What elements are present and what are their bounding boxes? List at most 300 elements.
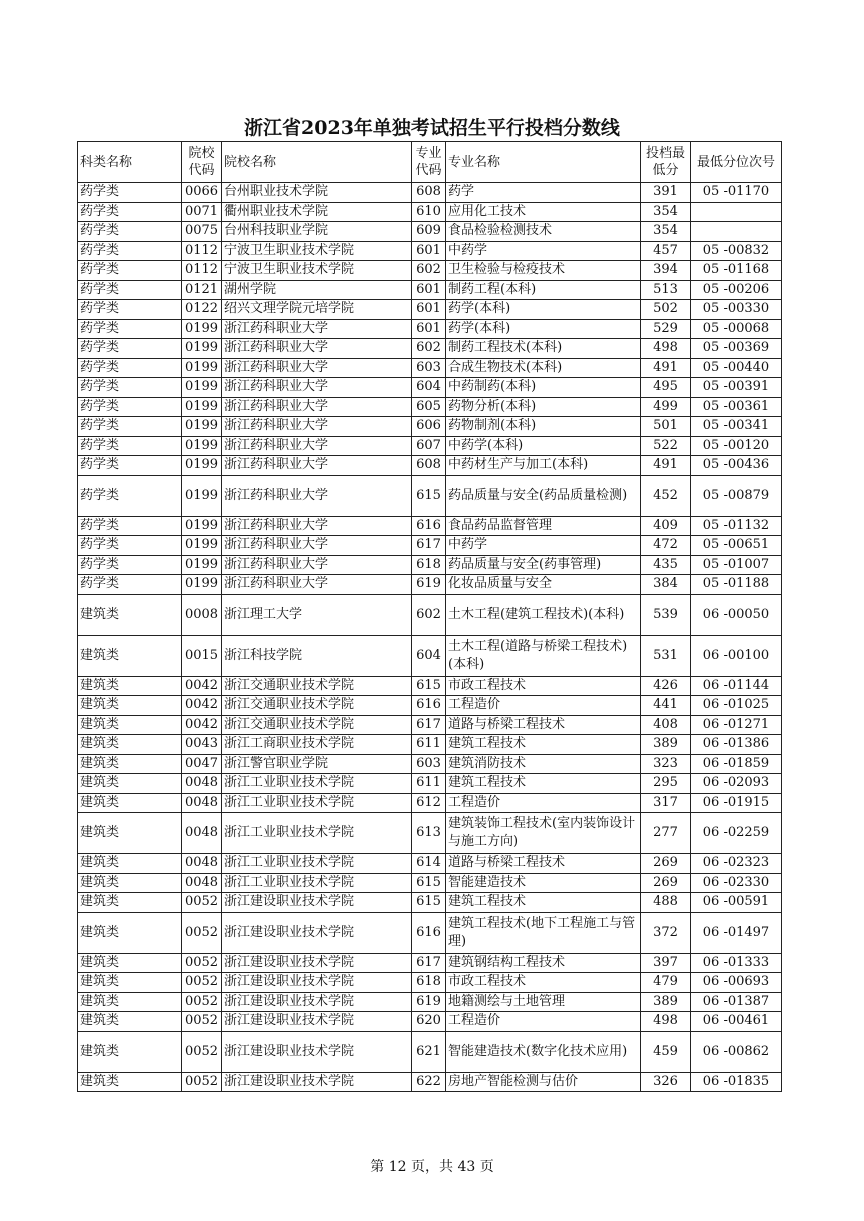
min-score-cell: 326 bbox=[641, 1072, 691, 1092]
category-cell: 药学类 bbox=[78, 555, 182, 575]
category-cell: 建筑类 bbox=[78, 715, 182, 735]
min-rank-cell: 05 -00341 bbox=[691, 417, 782, 437]
major-code-cell: 603 bbox=[412, 754, 446, 774]
school-name-cell: 台州科技职业学院 bbox=[222, 222, 412, 242]
school-name-cell: 浙江建设职业技术学院 bbox=[222, 1031, 412, 1072]
school-name-cell: 浙江建设职业技术学院 bbox=[222, 1012, 412, 1032]
table-row bbox=[78, 516, 782, 536]
major-code-cell: 611 bbox=[412, 774, 446, 794]
school-code-cell: 0199 bbox=[182, 319, 222, 339]
school-name-cell: 浙江药科职业大学 bbox=[222, 339, 412, 359]
header-major-code: 专业代码 bbox=[412, 142, 446, 183]
school-code-cell: 0042 bbox=[182, 676, 222, 696]
table-row bbox=[78, 953, 782, 973]
table-row bbox=[78, 696, 782, 716]
school-name-cell: 浙江药科职业大学 bbox=[222, 536, 412, 556]
min-rank-cell: 06 -02259 bbox=[691, 813, 782, 854]
table-row bbox=[78, 475, 782, 516]
table-row bbox=[78, 676, 782, 696]
major-code-cell: 616 bbox=[412, 516, 446, 536]
table-row bbox=[78, 973, 782, 993]
school-code-cell: 0199 bbox=[182, 436, 222, 456]
table-row bbox=[78, 1072, 782, 1092]
category-cell: 建筑类 bbox=[78, 1012, 182, 1032]
major-name-cell: 药学(本科) bbox=[446, 300, 641, 320]
school-code-cell: 0052 bbox=[182, 992, 222, 1012]
major-code-cell: 604 bbox=[412, 635, 446, 676]
min-rank-cell: 06 -01333 bbox=[691, 953, 782, 973]
school-name-cell: 浙江工商职业技术学院 bbox=[222, 735, 412, 755]
min-rank-cell: 05 -00361 bbox=[691, 397, 782, 417]
min-score-cell: 529 bbox=[641, 319, 691, 339]
table-row bbox=[78, 774, 782, 794]
min-score-cell: 354 bbox=[641, 202, 691, 222]
major-code-cell: 617 bbox=[412, 953, 446, 973]
school-code-cell: 0199 bbox=[182, 555, 222, 575]
table-row bbox=[78, 992, 782, 1012]
min-score-cell: 269 bbox=[641, 873, 691, 893]
category-cell: 药学类 bbox=[78, 261, 182, 281]
school-name-cell: 浙江建设职业技术学院 bbox=[222, 912, 412, 953]
school-name-cell: 浙江药科职业大学 bbox=[222, 417, 412, 437]
school-name-cell: 浙江建设职业技术学院 bbox=[222, 893, 412, 913]
major-code-cell: 615 bbox=[412, 676, 446, 696]
major-code-cell: 602 bbox=[412, 594, 446, 635]
category-cell: 药学类 bbox=[78, 358, 182, 378]
school-code-cell: 0121 bbox=[182, 280, 222, 300]
school-code-cell: 0112 bbox=[182, 241, 222, 261]
major-name-cell: 食品药品监督管理 bbox=[446, 516, 641, 536]
major-name-cell: 建筑消防技术 bbox=[446, 754, 641, 774]
major-code-cell: 611 bbox=[412, 735, 446, 755]
min-score-cell: 513 bbox=[641, 280, 691, 300]
category-cell: 药学类 bbox=[78, 241, 182, 261]
min-rank-cell: 05 -00068 bbox=[691, 319, 782, 339]
school-code-cell: 0052 bbox=[182, 1072, 222, 1092]
min-score-cell: 391 bbox=[641, 183, 691, 203]
school-name-cell: 浙江理工大学 bbox=[222, 594, 412, 635]
school-name-cell: 绍兴文理学院元培学院 bbox=[222, 300, 412, 320]
min-score-cell: 269 bbox=[641, 854, 691, 874]
min-rank-cell: 06 -00591 bbox=[691, 893, 782, 913]
category-cell: 建筑类 bbox=[78, 1072, 182, 1092]
min-score-cell: 502 bbox=[641, 300, 691, 320]
school-name-cell: 浙江工业职业技术学院 bbox=[222, 854, 412, 874]
major-code-cell: 604 bbox=[412, 378, 446, 398]
min-rank-cell: 06 -02093 bbox=[691, 774, 782, 794]
table-row bbox=[78, 912, 782, 953]
min-rank-cell: 05 -00120 bbox=[691, 436, 782, 456]
major-name-cell: 建筑工程技术(地下工程施工与管理) bbox=[446, 912, 641, 953]
category-cell: 建筑类 bbox=[78, 696, 182, 716]
school-code-cell: 0042 bbox=[182, 696, 222, 716]
major-name-cell: 药学(本科) bbox=[446, 319, 641, 339]
major-name-cell: 应用化工技术 bbox=[446, 202, 641, 222]
min-rank-cell: 05 -00330 bbox=[691, 300, 782, 320]
min-score-cell: 522 bbox=[641, 436, 691, 456]
major-code-cell: 605 bbox=[412, 397, 446, 417]
min-rank-cell: 06 -01835 bbox=[691, 1072, 782, 1092]
min-rank-cell: 05 -00436 bbox=[691, 456, 782, 476]
major-name-cell: 市政工程技术 bbox=[446, 676, 641, 696]
school-name-cell: 宁波卫生职业技术学院 bbox=[222, 241, 412, 261]
min-score-cell: 372 bbox=[641, 912, 691, 953]
school-name-cell: 浙江药科职业大学 bbox=[222, 555, 412, 575]
school-code-cell: 0008 bbox=[182, 594, 222, 635]
major-name-cell: 制药工程(本科) bbox=[446, 280, 641, 300]
table-row bbox=[78, 854, 782, 874]
category-cell: 建筑类 bbox=[78, 774, 182, 794]
min-rank-cell: 06 -01144 bbox=[691, 676, 782, 696]
school-name-cell: 浙江建设职业技术学院 bbox=[222, 1072, 412, 1092]
category-cell: 药学类 bbox=[78, 202, 182, 222]
school-code-cell: 0048 bbox=[182, 854, 222, 874]
school-code-cell: 0052 bbox=[182, 973, 222, 993]
min-rank-cell: 06 -01915 bbox=[691, 793, 782, 813]
major-code-cell: 601 bbox=[412, 300, 446, 320]
major-name-cell: 中药学(本科) bbox=[446, 436, 641, 456]
major-name-cell: 药物制剂(本科) bbox=[446, 417, 641, 437]
school-name-cell: 浙江建设职业技术学院 bbox=[222, 992, 412, 1012]
major-code-cell: 615 bbox=[412, 873, 446, 893]
table-row bbox=[78, 339, 782, 359]
table-row bbox=[78, 358, 782, 378]
table-row bbox=[78, 536, 782, 556]
category-cell: 药学类 bbox=[78, 456, 182, 476]
table-row bbox=[78, 319, 782, 339]
school-name-cell: 浙江工业职业技术学院 bbox=[222, 793, 412, 813]
school-code-cell: 0066 bbox=[182, 183, 222, 203]
major-code-cell: 617 bbox=[412, 715, 446, 735]
category-cell: 药学类 bbox=[78, 222, 182, 242]
category-cell: 药学类 bbox=[78, 516, 182, 536]
major-name-cell: 药物分析(本科) bbox=[446, 397, 641, 417]
major-name-cell: 中药制药(本科) bbox=[446, 378, 641, 398]
school-code-cell: 0042 bbox=[182, 715, 222, 735]
table-row bbox=[78, 300, 782, 320]
major-code-cell: 601 bbox=[412, 241, 446, 261]
major-name-cell: 卫生检验与检疫技术 bbox=[446, 261, 641, 281]
min-score-cell: 488 bbox=[641, 893, 691, 913]
min-rank-cell: 06 -02330 bbox=[691, 873, 782, 893]
major-name-cell: 土木工程(建筑工程技术)(本科) bbox=[446, 594, 641, 635]
category-cell: 药学类 bbox=[78, 417, 182, 437]
table-row bbox=[78, 1012, 782, 1032]
min-score-cell: 295 bbox=[641, 774, 691, 794]
school-name-cell: 台州职业技术学院 bbox=[222, 183, 412, 203]
major-code-cell: 615 bbox=[412, 893, 446, 913]
school-name-cell: 浙江科技学院 bbox=[222, 635, 412, 676]
major-code-cell: 610 bbox=[412, 202, 446, 222]
school-code-cell: 0047 bbox=[182, 754, 222, 774]
category-cell: 建筑类 bbox=[78, 1031, 182, 1072]
table-row bbox=[78, 793, 782, 813]
table-body bbox=[78, 183, 782, 1092]
major-name-cell: 建筑装饰工程技术(室内装饰设计与施工方向) bbox=[446, 813, 641, 854]
table-row bbox=[78, 575, 782, 595]
school-code-cell: 0048 bbox=[182, 813, 222, 854]
school-code-cell: 0199 bbox=[182, 516, 222, 536]
table-row bbox=[78, 635, 782, 676]
school-name-cell: 浙江工业职业技术学院 bbox=[222, 813, 412, 854]
min-rank-cell: 05 -00879 bbox=[691, 475, 782, 516]
major-name-cell: 建筑钢结构工程技术 bbox=[446, 953, 641, 973]
school-code-cell: 0112 bbox=[182, 261, 222, 281]
major-name-cell: 化妆品质量与安全 bbox=[446, 575, 641, 595]
major-name-cell: 智能建造技术(数字化技术应用) bbox=[446, 1031, 641, 1072]
school-code-cell: 0075 bbox=[182, 222, 222, 242]
min-rank-cell: 06 -00461 bbox=[691, 1012, 782, 1032]
major-code-cell: 614 bbox=[412, 854, 446, 874]
min-rank-cell: 05 -01007 bbox=[691, 555, 782, 575]
table-row bbox=[78, 417, 782, 437]
min-score-cell: 441 bbox=[641, 696, 691, 716]
table-row bbox=[78, 594, 782, 635]
school-code-cell: 0052 bbox=[182, 912, 222, 953]
page-title: 浙江省2023年单独考试招生平行投档分数线 bbox=[244, 117, 620, 139]
school-name-cell: 浙江警官职业学院 bbox=[222, 754, 412, 774]
school-name-cell: 浙江药科职业大学 bbox=[222, 575, 412, 595]
min-rank-cell: 05 -00651 bbox=[691, 536, 782, 556]
major-name-cell: 工程造价 bbox=[446, 1012, 641, 1032]
school-code-cell: 0048 bbox=[182, 873, 222, 893]
major-code-cell: 607 bbox=[412, 436, 446, 456]
min-rank-cell: 06 -01271 bbox=[691, 715, 782, 735]
school-name-cell: 浙江药科职业大学 bbox=[222, 358, 412, 378]
category-cell: 建筑类 bbox=[78, 793, 182, 813]
min-score-cell: 452 bbox=[641, 475, 691, 516]
major-name-cell: 土木工程(道路与桥梁工程技术)(本科) bbox=[446, 635, 641, 676]
table-row bbox=[78, 202, 782, 222]
min-score-cell: 498 bbox=[641, 1012, 691, 1032]
school-name-cell: 浙江工业职业技术学院 bbox=[222, 774, 412, 794]
min-score-cell: 457 bbox=[641, 241, 691, 261]
category-cell: 药学类 bbox=[78, 339, 182, 359]
header-school-code: 院校代码 bbox=[182, 142, 222, 183]
min-rank-cell: 06 -02323 bbox=[691, 854, 782, 874]
category-cell: 药学类 bbox=[78, 436, 182, 456]
major-name-cell: 合成生物技术(本科) bbox=[446, 358, 641, 378]
min-score-cell: 499 bbox=[641, 397, 691, 417]
school-name-cell: 浙江工业职业技术学院 bbox=[222, 873, 412, 893]
category-cell: 药学类 bbox=[78, 378, 182, 398]
min-rank-cell: 06 -01025 bbox=[691, 696, 782, 716]
major-name-cell: 工程造价 bbox=[446, 793, 641, 813]
school-code-cell: 0199 bbox=[182, 397, 222, 417]
table-row bbox=[78, 735, 782, 755]
header-min-rank: 最低分位次号 bbox=[691, 142, 782, 183]
category-cell: 建筑类 bbox=[78, 754, 182, 774]
school-name-cell: 湖州学院 bbox=[222, 280, 412, 300]
table-row bbox=[78, 873, 782, 893]
major-name-cell: 智能建造技术 bbox=[446, 873, 641, 893]
school-name-cell: 浙江药科职业大学 bbox=[222, 397, 412, 417]
category-cell: 药学类 bbox=[78, 319, 182, 339]
min-score-cell: 354 bbox=[641, 222, 691, 242]
school-name-cell: 浙江药科职业大学 bbox=[222, 319, 412, 339]
category-cell: 建筑类 bbox=[78, 813, 182, 854]
major-code-cell: 602 bbox=[412, 261, 446, 281]
school-code-cell: 0048 bbox=[182, 793, 222, 813]
min-score-cell: 501 bbox=[641, 417, 691, 437]
school-code-cell: 0048 bbox=[182, 774, 222, 794]
major-code-cell: 609 bbox=[412, 222, 446, 242]
table-row bbox=[78, 893, 782, 913]
min-score-cell: 277 bbox=[641, 813, 691, 854]
category-cell: 建筑类 bbox=[78, 973, 182, 993]
school-code-cell: 0015 bbox=[182, 635, 222, 676]
min-rank-cell: 05 -00206 bbox=[691, 280, 782, 300]
min-score-cell: 495 bbox=[641, 378, 691, 398]
school-name-cell: 浙江药科职业大学 bbox=[222, 456, 412, 476]
school-code-cell: 0199 bbox=[182, 378, 222, 398]
min-score-cell: 426 bbox=[641, 676, 691, 696]
school-name-cell: 浙江交通职业技术学院 bbox=[222, 696, 412, 716]
category-cell: 建筑类 bbox=[78, 676, 182, 696]
category-cell: 药学类 bbox=[78, 475, 182, 516]
min-score-cell: 539 bbox=[641, 594, 691, 635]
major-name-cell: 食品检验检测技术 bbox=[446, 222, 641, 242]
min-rank-cell: 06 -01386 bbox=[691, 735, 782, 755]
category-cell: 药学类 bbox=[78, 397, 182, 417]
table-row bbox=[78, 436, 782, 456]
table-row bbox=[78, 222, 782, 242]
school-code-cell: 0199 bbox=[182, 417, 222, 437]
school-code-cell: 0052 bbox=[182, 1031, 222, 1072]
table-row bbox=[78, 378, 782, 398]
major-name-cell: 工程造价 bbox=[446, 696, 641, 716]
school-name-cell: 浙江交通职业技术学院 bbox=[222, 715, 412, 735]
min-score-cell: 323 bbox=[641, 754, 691, 774]
min-score-cell: 384 bbox=[641, 575, 691, 595]
major-name-cell: 建筑工程技术 bbox=[446, 735, 641, 755]
min-rank-cell: 05 -00391 bbox=[691, 378, 782, 398]
table-row bbox=[78, 280, 782, 300]
school-code-cell: 0199 bbox=[182, 536, 222, 556]
table-row bbox=[78, 754, 782, 774]
category-cell: 建筑类 bbox=[78, 992, 182, 1012]
category-cell: 药学类 bbox=[78, 575, 182, 595]
min-rank-cell: 05 -00832 bbox=[691, 241, 782, 261]
min-rank-cell: 06 -00050 bbox=[691, 594, 782, 635]
school-code-cell: 0199 bbox=[182, 456, 222, 476]
min-rank-cell: 06 -00100 bbox=[691, 635, 782, 676]
min-score-cell: 389 bbox=[641, 735, 691, 755]
min-rank-cell: 05 -00440 bbox=[691, 358, 782, 378]
major-code-cell: 613 bbox=[412, 813, 446, 854]
table-row bbox=[78, 261, 782, 281]
major-code-cell: 618 bbox=[412, 973, 446, 993]
school-code-cell: 0052 bbox=[182, 953, 222, 973]
min-score-cell: 531 bbox=[641, 635, 691, 676]
school-name-cell: 浙江交通职业技术学院 bbox=[222, 676, 412, 696]
category-cell: 建筑类 bbox=[78, 893, 182, 913]
major-code-cell: 619 bbox=[412, 992, 446, 1012]
major-code-cell: 601 bbox=[412, 319, 446, 339]
min-rank-cell: 06 -00862 bbox=[691, 1031, 782, 1072]
category-cell: 建筑类 bbox=[78, 735, 182, 755]
school-code-cell: 0199 bbox=[182, 339, 222, 359]
min-rank-cell: 05 -01170 bbox=[691, 183, 782, 203]
category-cell: 建筑类 bbox=[78, 912, 182, 953]
table-row bbox=[78, 241, 782, 261]
category-cell: 建筑类 bbox=[78, 854, 182, 874]
min-rank-cell: 05 -01188 bbox=[691, 575, 782, 595]
min-rank-cell: 06 -01387 bbox=[691, 992, 782, 1012]
table-row bbox=[78, 183, 782, 203]
table-row bbox=[78, 715, 782, 735]
major-name-cell: 制药工程技术(本科) bbox=[446, 339, 641, 359]
category-cell: 药学类 bbox=[78, 536, 182, 556]
min-rank-cell: 06 -01859 bbox=[691, 754, 782, 774]
major-name-cell: 道路与桥梁工程技术 bbox=[446, 715, 641, 735]
school-name-cell: 衢州职业技术学院 bbox=[222, 202, 412, 222]
min-rank-cell: 06 -00693 bbox=[691, 973, 782, 993]
major-name-cell: 建筑工程技术 bbox=[446, 893, 641, 913]
major-code-cell: 616 bbox=[412, 696, 446, 716]
min-score-cell: 498 bbox=[641, 339, 691, 359]
school-code-cell: 0043 bbox=[182, 735, 222, 755]
major-name-cell: 地籍测绘与土地管理 bbox=[446, 992, 641, 1012]
category-cell: 建筑类 bbox=[78, 873, 182, 893]
min-score-cell: 479 bbox=[641, 973, 691, 993]
table-row bbox=[78, 813, 782, 854]
category-cell: 建筑类 bbox=[78, 635, 182, 676]
major-name-cell: 药学 bbox=[446, 183, 641, 203]
major-name-cell: 中药材生产与加工(本科) bbox=[446, 456, 641, 476]
category-cell: 药学类 bbox=[78, 280, 182, 300]
major-code-cell: 606 bbox=[412, 417, 446, 437]
school-name-cell: 浙江建设职业技术学院 bbox=[222, 953, 412, 973]
school-code-cell: 0071 bbox=[182, 202, 222, 222]
school-name-cell: 浙江药科职业大学 bbox=[222, 378, 412, 398]
major-code-cell: 603 bbox=[412, 358, 446, 378]
major-code-cell: 608 bbox=[412, 183, 446, 203]
header-school-name: 院校名称 bbox=[222, 142, 412, 183]
category-cell: 建筑类 bbox=[78, 594, 182, 635]
major-code-cell: 617 bbox=[412, 536, 446, 556]
school-code-cell: 0052 bbox=[182, 1012, 222, 1032]
major-name-cell: 中药学 bbox=[446, 241, 641, 261]
school-name-cell: 浙江药科职业大学 bbox=[222, 475, 412, 516]
major-name-cell: 药品质量与安全(药品质量检测) bbox=[446, 475, 641, 516]
min-rank-cell: 05 -01132 bbox=[691, 516, 782, 536]
major-code-cell: 621 bbox=[412, 1031, 446, 1072]
min-score-cell: 408 bbox=[641, 715, 691, 735]
page-footer: 第 12 页，共 43 页 bbox=[370, 1159, 494, 1175]
min-score-cell: 491 bbox=[641, 456, 691, 476]
min-rank-cell: 05 -00369 bbox=[691, 339, 782, 359]
school-code-cell: 0052 bbox=[182, 893, 222, 913]
school-name-cell: 浙江药科职业大学 bbox=[222, 516, 412, 536]
table-row bbox=[78, 1031, 782, 1072]
header-major-name: 专业名称 bbox=[446, 142, 641, 183]
min-rank-cell: 06 -01497 bbox=[691, 912, 782, 953]
major-code-cell: 618 bbox=[412, 555, 446, 575]
min-rank-cell bbox=[691, 222, 782, 242]
school-code-cell: 0199 bbox=[182, 475, 222, 516]
min-score-cell: 459 bbox=[641, 1031, 691, 1072]
major-name-cell: 建筑工程技术 bbox=[446, 774, 641, 794]
header-category: 科类名称 bbox=[78, 142, 182, 183]
category-cell: 建筑类 bbox=[78, 953, 182, 973]
score-table bbox=[77, 141, 782, 1092]
school-code-cell: 0199 bbox=[182, 575, 222, 595]
min-score-cell: 394 bbox=[641, 261, 691, 281]
min-score-cell: 409 bbox=[641, 516, 691, 536]
major-code-cell: 620 bbox=[412, 1012, 446, 1032]
min-score-cell: 389 bbox=[641, 992, 691, 1012]
